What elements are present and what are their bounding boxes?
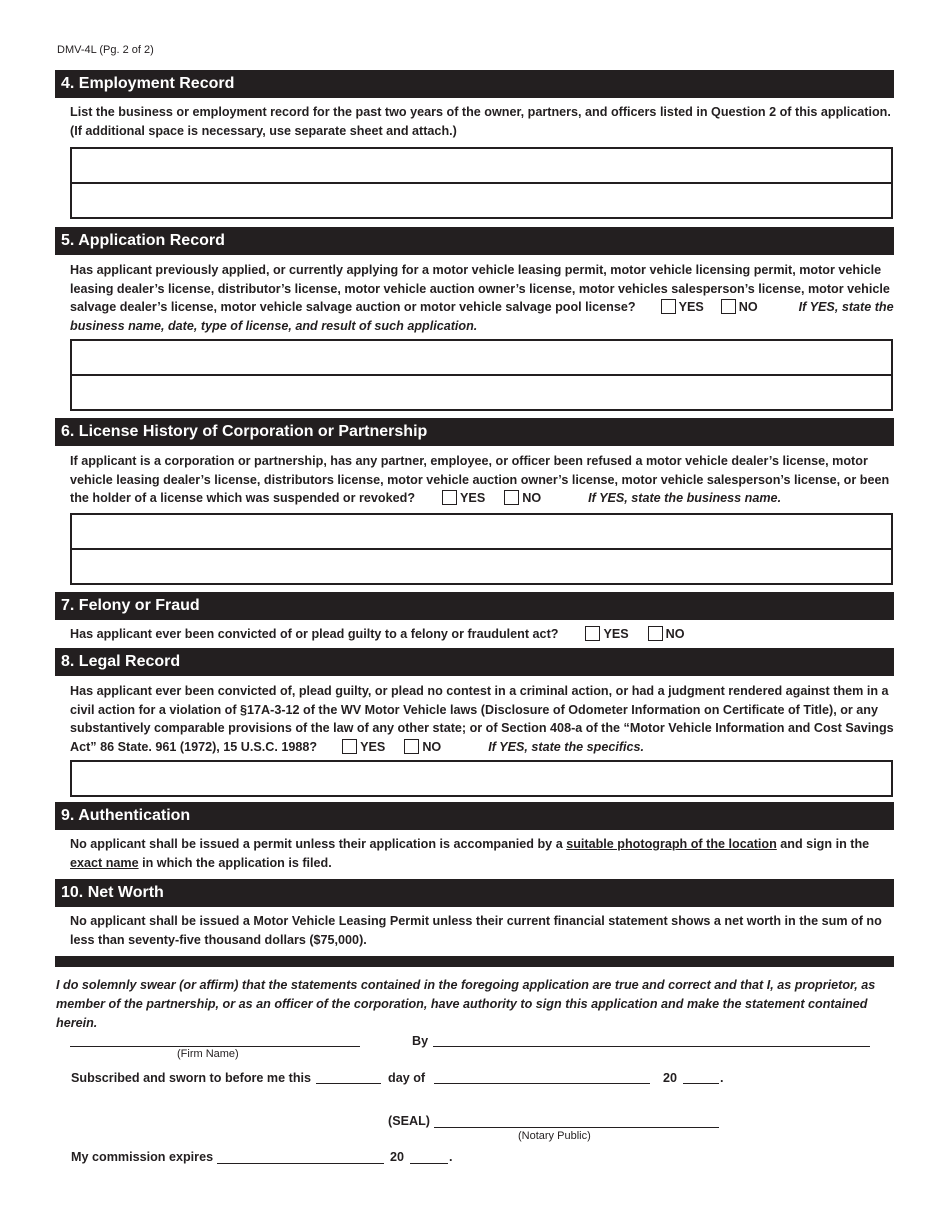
section-8-header: 8. Legal Record [55,648,894,676]
section-8-note: If YES, state the specifics. [488,739,645,754]
section-7-header: 7. Felony or Fraud [55,592,894,620]
section-10-text [70,912,896,949]
notary-line[interactable] [434,1127,719,1128]
section-9-header: 9. Authentication [55,802,894,830]
section-10-text-a: No applicant shall be issued a Motor Vehicle Leasing Permit unless their [70,914,507,928]
section-7-no-checkbox[interactable] [648,626,663,641]
section-6-header: 6. License History of Corporation or Partnership [55,418,894,446]
firm-name-caption: (Firm Name) [177,1048,239,1060]
section-9-text-c: in which the application is filed. [138,855,332,870]
financial-statement: current financial statement [506,914,668,928]
form-id: DMV-4L (Pg. 2 of 2) [57,44,154,56]
day-of-label: day of [388,1071,426,1085]
section-4-header: 4. Employment Record [55,70,894,98]
year-line[interactable] [683,1083,719,1084]
year-period: . [720,1071,724,1085]
oath-line-2: member of the partnership, or as an officer of the corporation, have authority to sign this application and make the statement contained herein. [56,997,868,1030]
section-5-yes-checkbox[interactable] [661,299,676,314]
section-4-instructions [70,103,896,140]
divider-bar [55,956,894,967]
section-9-text-a: No applicant shall be issued a permit unless their application is accompanied by a [70,837,567,851]
employment-record-field-2[interactable] [70,182,893,219]
oath-line-1: I do solemnly swear (or affirm) that the statements contained in the foregoing application are true and correct and that I, as proprietor, as [56,978,876,992]
section-5-text: Has applicant previously applied, or currently applying for a motor vehicle leasing permit, motor vehicle licensing permit, motor vehicle leasing dealer’s license, distributor’s license, motor vehicle auction owner’s license, motor vehicles salesperson’s license, motor vehicle salvage dealer’s license, motor vehicle salvage auction or motor vehicle salvage pool license? [70,263,890,314]
section-8-yes-checkbox[interactable] [342,739,357,754]
section-6-question [70,452,896,508]
section-6-text: If applicant is a corporation or partnership, has any partner, employee, or officer been refused a motor vehicle dealer’s license, motor vehicle leasing dealer’s license, distributors license, motor vehicle auction owner’s license, motor vehicle salesperson’s license, or been the holder of a license which was suspended or revoked? [70,454,890,505]
section-8-no-label: NO [422,739,442,754]
section-5-no-checkbox[interactable] [721,299,736,314]
section-7-no-label: NO [665,627,685,641]
photo-requirement: suitable photograph of the location [566,837,777,851]
section-8-no-checkbox[interactable] [404,739,419,754]
section-4-note: (If additional space is necessary, use separate sheet and attach.) [70,123,457,138]
day-line[interactable] [316,1083,381,1084]
commission-year-line[interactable] [410,1163,448,1164]
section-6-no-label: NO [522,491,542,505]
month-line[interactable] [434,1083,650,1084]
by-label: By [412,1034,429,1048]
section-8-text: Has applicant ever been convicted of, plead guilty, or plead no contest in a criminal action, or had a judgment rendered against them in a civil action for a violation of §17A-3-12 of the WV Motor Vehicle laws (Disclosure of Odometer Information on Certificate of Title), or any substantively comparable provisions of the law of any other state; or of Section 408-a of the “Motor Vehicle Information and Cost Savings Act” 86 State. 961 (1972), 15 U.S.C. 1988? [70,684,894,754]
section-4-question-ref: Question 2 [711,105,777,119]
notary-caption: (Notary Public) [518,1130,591,1142]
section-6-no-checkbox[interactable] [504,490,519,505]
section-4-text: List the business or employment record for the past two years of the owner, partners, and officers listed in [70,105,712,119]
section-7-yes-checkbox[interactable] [585,626,600,641]
license-history-field-1[interactable] [70,513,893,550]
section-9-text-b: and sign in the [776,837,870,851]
net-worth-amount: no less than seventy-five thousand dollars ($75,000). [70,914,882,947]
section-4-text-end: of this application. [776,105,891,119]
section-6-note: If YES, state the business name. [588,491,782,505]
commission-year-period: . [449,1150,453,1164]
section-10-text-b: shows a net worth in the sum of [667,914,867,928]
section-9-text [70,835,896,872]
subscribed-label: Subscribed and sworn to before me this [71,1071,312,1085]
firm-name-line[interactable] [70,1046,360,1047]
section-7-text: Has applicant ever been convicted of or plead guilty to a felony or fraudulent act? [70,627,559,641]
section-5-header: 5. Application Record [55,227,894,255]
commission-line[interactable] [217,1163,384,1164]
section-8-question [70,682,896,756]
commission-year-prefix: 20 [390,1150,405,1164]
section-7-question [70,625,896,644]
seal-label: (SEAL) [388,1114,430,1128]
oath-statement [56,976,896,1033]
application-record-field-1[interactable] [70,339,893,376]
employment-record-field-1[interactable] [70,147,893,184]
signature-line[interactable] [433,1046,870,1047]
year-prefix-label: 20 [663,1071,678,1085]
section-7-yes-label: YES [603,627,629,641]
license-history-field-2[interactable] [70,548,893,585]
section-5-question [70,261,896,335]
application-record-field-2[interactable] [70,374,893,411]
section-6-yes-label: YES [460,491,486,505]
legal-record-field[interactable] [70,760,893,797]
exact-name-requirement: exact name [70,855,139,870]
section-10-header: 10. Net Worth [55,879,894,907]
section-5-no-label: NO [738,300,758,314]
section-5-yes-label: YES [678,300,704,314]
commission-label: My commission expires [71,1150,214,1164]
section-8-yes-label: YES [360,739,386,754]
section-5-note: If YES, state the business name, date, type of license, and result of such application. [70,300,894,333]
section-6-yes-checkbox[interactable] [442,490,457,505]
